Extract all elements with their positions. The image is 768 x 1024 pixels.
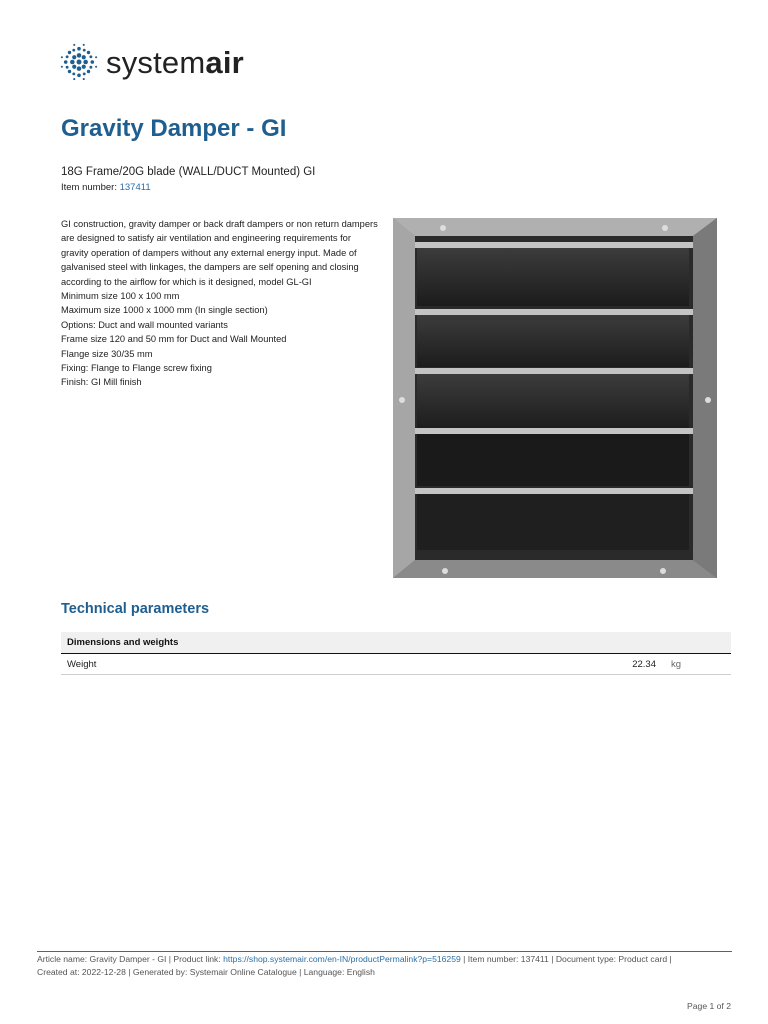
- logo-wordmark-suffix: air: [205, 44, 244, 80]
- page-footer: [37, 951, 732, 978]
- table-row: [61, 654, 731, 675]
- description-line: Options: Duct and wall mounted variants: [61, 319, 228, 330]
- product-description: [61, 217, 379, 390]
- item-number-label: Item number:: [61, 182, 117, 193]
- row-value: 22.34: [632, 658, 656, 670]
- product-title: Gravity Damper - GI: [61, 115, 287, 142]
- systemair-logo: [60, 43, 244, 81]
- description-paragraph: GI construction, gravity damper or back draft dampers or non return dampers are designed to satisfy air ventilation and engineering requirements for gravity operation of dampers without any external energy input. Made of galvanised steel with linkages, the dampers are self opening and closing according to the airflow for which is it designed, model GL-GI: [61, 219, 378, 287]
- description-line: Flange size 30/35 mm: [61, 348, 153, 359]
- page-number: Page 1 of 2: [687, 1001, 731, 1011]
- technical-parameters-heading: Technical parameters: [61, 601, 210, 617]
- footer-line-1-pre: Article name: Gravity Damper - GI | Product link:: [37, 954, 224, 964]
- footer-line-2: Created at: 2022-12-28 | Generated by: Systemair Online Catalogue | Language: English: [37, 966, 375, 977]
- footer-line-1: [37, 953, 732, 966]
- gravity-damper-photo: [393, 218, 717, 578]
- logo-wordmark: [106, 44, 244, 80]
- item-number-value[interactable]: 137411: [119, 182, 151, 193]
- logo-wordmark-prefix: system: [106, 44, 206, 80]
- systemair-logo-icon: [60, 43, 98, 81]
- technical-table: [61, 632, 731, 675]
- description-line: Frame size 120 and 50 mm for Duct and Wall Mounted: [61, 334, 287, 345]
- table-section-header: Dimensions and weights: [61, 632, 731, 654]
- item-number: [61, 182, 151, 193]
- product-link[interactable]: https://shop.systemair.com/en-IN/productPermalink?p=516259: [223, 954, 461, 964]
- description-line: Finish: GI Mill finish: [61, 377, 142, 388]
- row-label: Weight: [67, 658, 97, 670]
- description-line: Maximum size 1000 x 1000 mm (In single section): [61, 305, 268, 316]
- footer-line-1-post: | Item number: 137411 | Document type: Product card |: [460, 954, 672, 964]
- row-unit: kg: [671, 658, 682, 670]
- product-subtitle: 18G Frame/20G blade (WALL/DUCT Mounted) GI: [61, 166, 316, 178]
- description-line: Fixing: Flange to Flange screw fixing: [61, 363, 212, 374]
- description-line: Minimum size 100 x 100 mm: [61, 291, 180, 302]
